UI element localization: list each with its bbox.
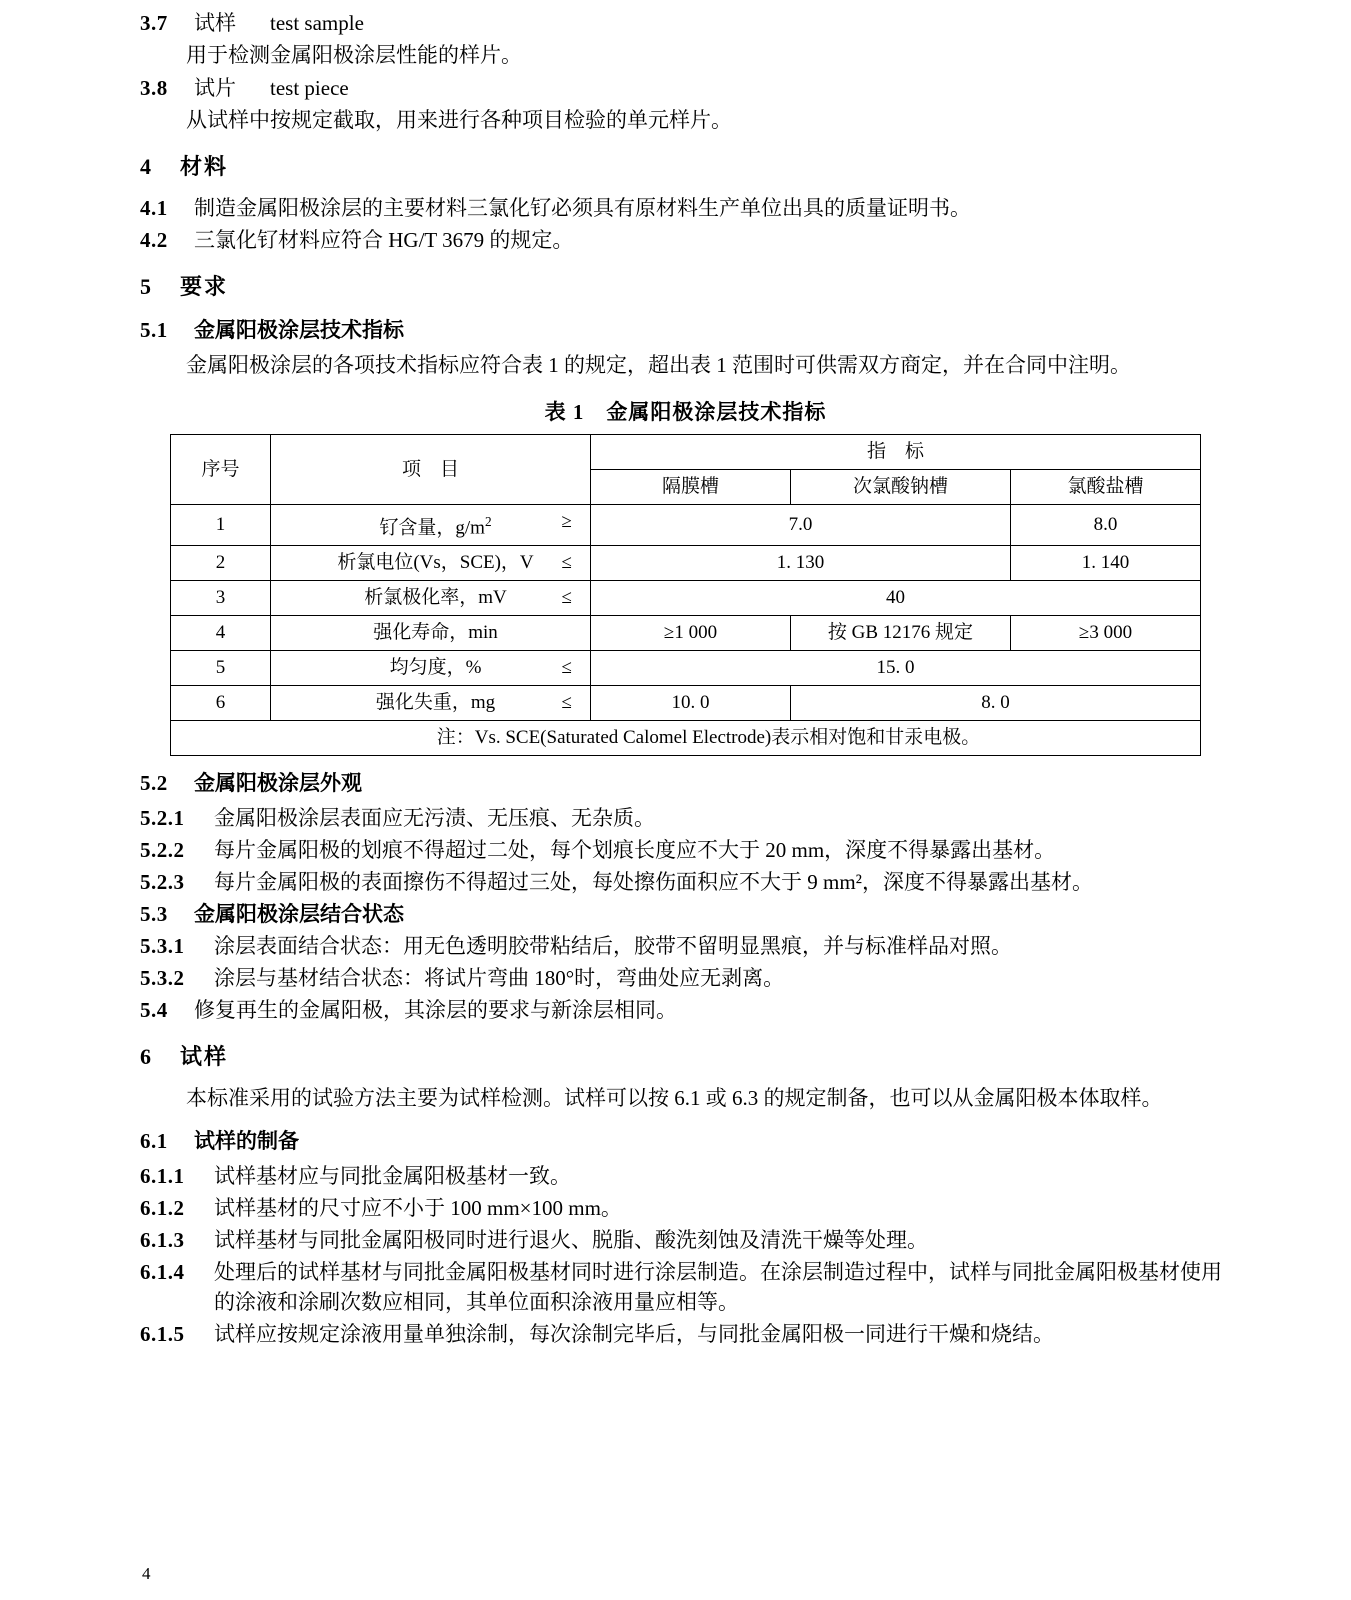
clause-number: 5.2.3 <box>140 870 185 895</box>
clause-term <box>194 8 1231 38</box>
term-en: test piece <box>270 76 349 100</box>
clause-number: 6.1.5 <box>140 1322 185 1347</box>
clause-text: 修复再生的金属阳极，其涂层的要求与新涂层相同。 <box>194 998 677 1023</box>
clause-4-1 <box>140 193 1231 223</box>
cell-value-all: 15. 0 <box>590 651 1200 686</box>
clause-text: 涂层与基材结合状态：将试片弯曲 180°时，弯曲处应无剥离。 <box>214 966 785 991</box>
table-row <box>170 651 1200 686</box>
table-row <box>170 505 1200 546</box>
section-6-intro: 本标准采用的试验方法主要为试样检测。试样可以按 6.1 或 6.3 的规定制备，也可以从金属阳极本体取样。 <box>186 1086 1163 1111</box>
section-title: 要求 <box>180 274 229 299</box>
section-number: 5 <box>140 274 152 299</box>
clause-6-1-2 <box>140 1193 1231 1223</box>
cell-item <box>270 581 590 616</box>
item-label: 析氯电位(Vs，SCE)，V <box>337 552 534 574</box>
table-row <box>170 581 1200 616</box>
clause-number: 5.3.1 <box>140 934 185 959</box>
clause-number: 6.1.2 <box>140 1196 185 1221</box>
item-sup: 2 <box>484 514 492 529</box>
cell-value-1: 7.0 <box>590 505 1010 546</box>
clause-text: 制造金属阳极涂层的主要材料三氯化钌必须具有原材料生产单位出具的质量证明书。 <box>194 196 971 220</box>
clause-number: 4.1 <box>140 196 168 220</box>
clause-5-2-3 <box>140 867 1231 897</box>
clause-5-4 <box>140 995 1231 1025</box>
item-label: 强化失重，mg <box>375 692 496 714</box>
clause-text: 试样应按规定涂液用量单独涂制，每次涂制完毕后，与同批金属阳极一同进行干燥和烧结。 <box>214 1322 1054 1347</box>
clause-text: 三氯化钌材料应符合 HG/T 3679 的规定。 <box>194 228 574 252</box>
clause-text: 金属阳极涂层表面应无污渍、无压痕、无杂质。 <box>214 806 655 831</box>
clause-number: 6.1.3 <box>140 1228 185 1253</box>
clause-4-2 <box>140 225 1231 255</box>
cell-operator: ≥ <box>561 511 572 532</box>
cell-value-2: 按 GB 12176 规定 <box>790 616 1010 651</box>
cell-operator: ≤ <box>561 692 572 714</box>
cell-value-1: 10. 0 <box>590 686 790 721</box>
cell-value-1: ≥1 000 <box>590 616 790 651</box>
clause-number: 6.1.4 <box>140 1260 185 1285</box>
clause-text: 处理后的试样基材与同批金属阳极基材同时进行涂层制造。在涂层制造过程中，试样与同批金属阳极基材使用的涂液和涂刷次数应相同，其单位面积涂液用量应相等。 <box>214 1260 1222 1315</box>
cell-item <box>270 616 590 651</box>
cell-seq: 2 <box>170 546 270 581</box>
clause-5-1-heading <box>140 315 1231 346</box>
section-heading-5 <box>140 271 1231 303</box>
cell-item <box>270 686 590 721</box>
clause-number: 5.4 <box>140 998 168 1023</box>
clause-title: 金属阳极涂层技术指标 <box>194 318 404 342</box>
definition-3-7-body: 用于检测金属阳极涂层性能的样片。 <box>186 43 522 67</box>
cell-operator: ≤ <box>561 552 572 574</box>
term-cn: 试片 <box>194 76 236 100</box>
clause-text: 涂层表面结合状态：用无色透明胶带粘结后，胶带不留明显黑痕，并与标准样品对照。 <box>214 934 1012 959</box>
clause-number: 4.2 <box>140 228 168 252</box>
term-en: test sample <box>270 11 364 35</box>
section-heading-6 <box>140 1041 1231 1073</box>
section-title: 材料 <box>180 154 229 179</box>
section-heading-4 <box>140 151 1231 183</box>
clause-number: 6.1 <box>140 1129 168 1154</box>
definition-3-7 <box>140 8 1231 38</box>
clause-5-3-1 <box>140 931 1231 961</box>
clause-6-1-heading <box>140 1126 1231 1157</box>
clause-number: 5.2 <box>140 771 168 796</box>
item-label: 均匀度，% <box>389 657 482 679</box>
clause-text: 每片金属阳极的表面擦伤不得超过三处，每处擦伤面积应不大于 9 mm²，深度不得暴露出基材。 <box>214 870 1093 895</box>
clause-title: 试样的制备 <box>194 1129 299 1154</box>
table-row <box>170 686 1200 721</box>
clause-5-1-para: 金属阳极涂层的各项技术指标应符合表 1 的规定，超出表 1 范围时可供需双方商定，并在合同中注明。 <box>186 353 1131 377</box>
definition-3-8-body: 从试样中按规定截取，用来进行各种项目检验的单元样片。 <box>186 108 732 132</box>
header-item: 项 目 <box>270 435 590 505</box>
clause-number: 6.1.1 <box>140 1164 185 1189</box>
clause-number: 5.3 <box>140 902 168 927</box>
cell-value-1: 1. 130 <box>590 546 1010 581</box>
cell-item <box>270 546 590 581</box>
cell-operator: ≤ <box>561 657 572 679</box>
definition-3-8 <box>140 73 1231 103</box>
item-label: 析氯极化率，mV <box>364 587 507 609</box>
cell-value-all: 40 <box>590 581 1200 616</box>
clause-title: 金属阳极涂层结合状态 <box>194 902 404 927</box>
clause-title: 金属阳极涂层外观 <box>194 771 362 796</box>
clause-number: 5.2.2 <box>140 838 185 863</box>
header-seq: 序号 <box>170 435 270 505</box>
cell-value-3: ≥3 000 <box>1010 616 1200 651</box>
table-header-row-1 <box>170 435 1200 470</box>
clause-5-3-2 <box>140 963 1231 993</box>
clause-number: 5.3.2 <box>140 966 185 991</box>
clause-6-1-4 <box>140 1257 1231 1317</box>
cell-seq: 1 <box>170 505 270 546</box>
clause-number: 3.7 <box>140 11 168 35</box>
cell-value-3: 8.0 <box>1010 505 1200 546</box>
clause-6-1-1 <box>140 1161 1231 1191</box>
clause-6-1-3 <box>140 1225 1231 1255</box>
cell-value-3: 8. 0 <box>790 686 1200 721</box>
spec-table <box>170 434 1201 756</box>
clause-text: 试样基材应与同批金属阳极基材一致。 <box>214 1164 571 1189</box>
cell-item <box>270 505 590 546</box>
clause-5-2-heading <box>140 768 1231 799</box>
section-number: 6 <box>140 1044 152 1070</box>
page-number: 4 <box>142 1564 151 1583</box>
term-cn: 试样 <box>194 11 236 35</box>
table-row <box>170 546 1200 581</box>
cell-item <box>270 651 590 686</box>
header-col2: 次氯酸钠槽 <box>790 470 1010 505</box>
clause-text: 每片金属阳极的划痕不得超过二处，每个划痕长度应不大于 20 mm，深度不得暴露出基材。 <box>214 838 1056 863</box>
cell-seq: 5 <box>170 651 270 686</box>
header-index: 指 标 <box>590 435 1200 470</box>
clause-5-3-heading <box>140 899 1231 929</box>
clause-term <box>194 73 1231 103</box>
clause-5-2-2 <box>140 835 1231 865</box>
cell-operator: ≤ <box>561 587 572 609</box>
cell-seq: 6 <box>170 686 270 721</box>
section-number: 4 <box>140 154 152 179</box>
cell-value-3: 1. 140 <box>1010 546 1200 581</box>
clause-5-2-1 <box>140 803 1231 833</box>
cell-seq: 3 <box>170 581 270 616</box>
cell-seq: 4 <box>170 616 270 651</box>
clause-text: 试样基材的尺寸应不小于 100 mm×100 mm。 <box>214 1196 622 1221</box>
clause-6-1-5 <box>140 1319 1231 1349</box>
table-note-row <box>170 721 1200 756</box>
clause-text: 试样基材与同批金属阳极同时进行退火、脱脂、酸洗刻蚀及清洗干燥等处理。 <box>214 1228 928 1253</box>
clause-number: 3.8 <box>140 76 168 100</box>
item-label: 强化寿命，min <box>373 622 498 644</box>
section-title: 试样 <box>180 1044 229 1070</box>
clause-number: 5.2.1 <box>140 806 185 831</box>
item-label: 钌含量，g/m <box>379 517 485 539</box>
table-row <box>170 616 1200 651</box>
header-col3: 氯酸盐槽 <box>1010 470 1200 505</box>
clause-number: 5.1 <box>140 318 168 342</box>
table-caption: 表 1 金属阳极涂层技术指标 <box>544 400 827 424</box>
table-note: 注：Vs. SCE(Saturated Calomel Electrode)表示相对饱和甘汞电极。 <box>170 721 1200 756</box>
header-col1: 隔膜槽 <box>590 470 790 505</box>
